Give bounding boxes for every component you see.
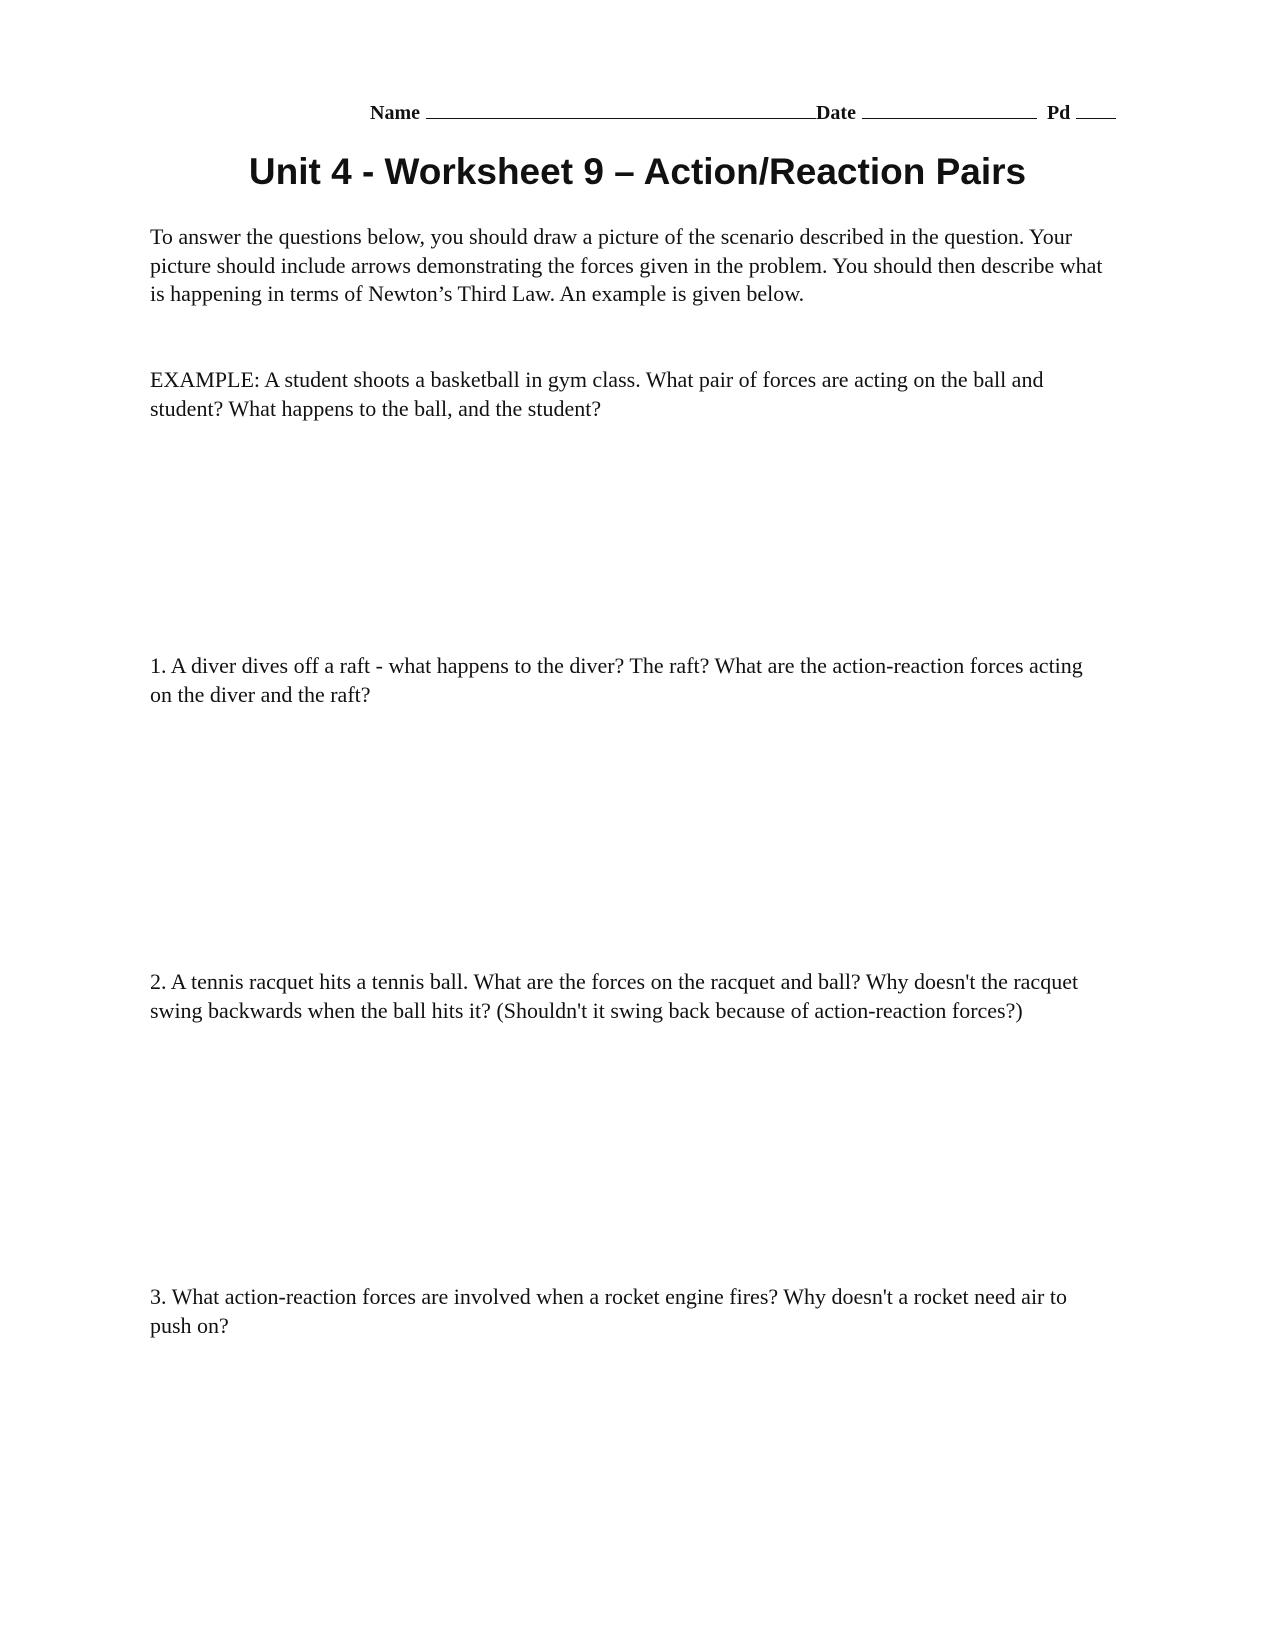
question-1 [150, 652, 1110, 709]
question-number: 1. [150, 653, 167, 678]
date-label: Date [815, 102, 856, 124]
date-blank[interactable] [862, 100, 1037, 119]
name-label: Name [370, 102, 420, 124]
question-3 [150, 1283, 1110, 1340]
student-info-header [370, 100, 1116, 125]
question-text: What action-reaction forces are involved when a rocket engine fires? Why doesn't a rocket need air to push on? [150, 1284, 1067, 1338]
name-blank[interactable] [426, 100, 816, 119]
question-text: A tennis racquet hits a tennis ball. What are the forces on the racquet and ball? Why doesn't the racquet swing backwards when the ball hits it? (Shouldn't it swing back because of action-reaction forces?) [150, 969, 1079, 1023]
question-number: 2. [150, 969, 167, 994]
question-2 [150, 968, 1110, 1025]
question-text: A diver dives off a raft - what happens to the diver? The raft? What are the action-reaction forces acting on the diver and the raft? [150, 653, 1083, 707]
example-question: EXAMPLE: A student shoots a basketball in gym class. What pair of forces are acting on the ball and student? What happens to the ball, and the student? [150, 367, 1044, 421]
period-blank[interactable] [1076, 100, 1116, 119]
question-number: 3. [150, 1284, 167, 1309]
period-label: Pd [1046, 102, 1071, 124]
instructions-paragraph: To answer the questions below, you should draw a picture of the scenario described in the question. Your picture should include arrows demonstrating the forces given in the problem. You should then describe what is happening in terms of Newton’s Third Law. An example is given below. [150, 224, 1103, 306]
worksheet-title: Unit 4 - Worksheet 9 – Action/Reaction Pairs [248, 151, 1027, 192]
